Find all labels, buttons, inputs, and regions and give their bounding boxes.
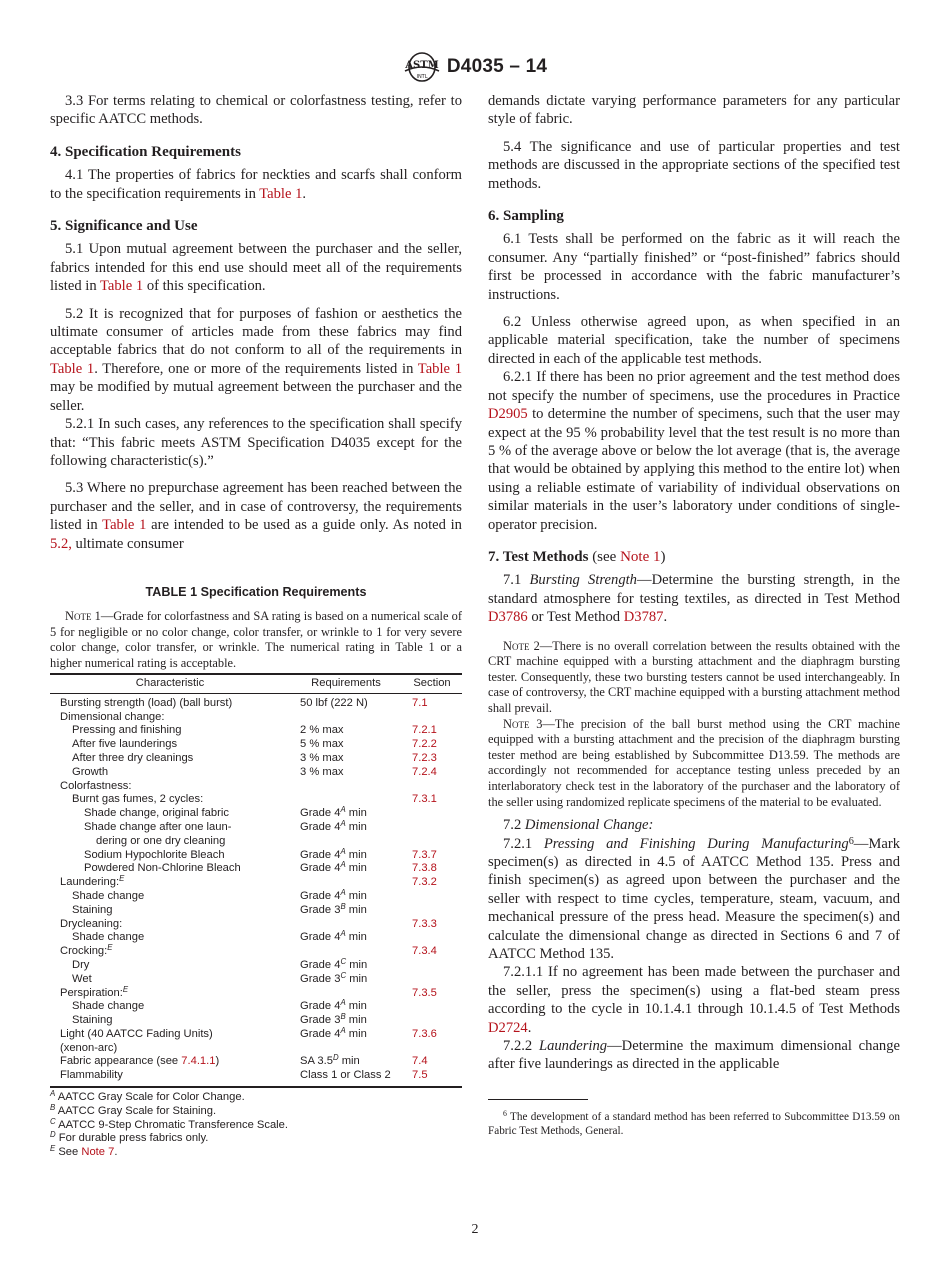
footnote-ref: A xyxy=(340,805,346,815)
table-footnote xyxy=(50,1116,462,1133)
requirement-text: min xyxy=(338,1055,360,1068)
paragraph-7-2-1 xyxy=(488,835,900,964)
characteristic-text: Shade change xyxy=(72,1000,145,1013)
cell-requirement xyxy=(290,807,402,821)
requirement-text: min xyxy=(345,889,367,902)
note-3 xyxy=(488,717,900,811)
svg-text:ASTM: ASTM xyxy=(405,60,439,71)
footnote-mark: B xyxy=(50,1102,56,1112)
paragraph-title: Laundering xyxy=(538,1037,608,1054)
cell-requirement xyxy=(290,987,402,1001)
requirement-text: Grade 4 xyxy=(300,1000,341,1013)
table-row xyxy=(50,724,462,738)
characteristic-text: ) xyxy=(215,1055,220,1068)
cell-requirement xyxy=(290,1069,402,1087)
cell-requirement xyxy=(290,1055,402,1069)
characteristic-text: Burnt gas fumes, 2 cycles: xyxy=(72,793,204,806)
cell-requirement xyxy=(290,901,402,918)
requirement-text: min xyxy=(345,848,367,861)
table-footnote xyxy=(50,1146,462,1160)
characteristic-continued: dering or one dry cleaning xyxy=(96,834,226,847)
characteristic-text: Pressing and finishing xyxy=(72,724,182,737)
footnote-text: AATCC Gray Scale for Staining. xyxy=(57,1104,217,1117)
paragraph-text: 6.2.1 If there has been no prior agreement and the test method does not specify the number of specimens, use the procedures in Practice xyxy=(488,369,900,404)
cell-requirement xyxy=(290,766,402,780)
footnote-text: The development of a standard method has been referred to Subcommittee D13.59 on Fabric Test Methods, General. xyxy=(488,1110,900,1137)
paragraph-text: . xyxy=(302,185,307,202)
requirement-text: min xyxy=(345,931,367,944)
requirement-text: min xyxy=(346,958,368,971)
requirement-text: Grade 4 xyxy=(300,807,341,820)
characteristic-text: Drycleaning: xyxy=(60,917,123,930)
cell-section-link[interactable]: 7.3.3 xyxy=(412,917,437,930)
cell-characteristic xyxy=(50,1000,290,1014)
footnote-mark: A xyxy=(50,1089,56,1099)
note-1-link[interactable]: Note 1 xyxy=(620,548,661,565)
paragraph-text: to determine the number of specimens, such that the user may expect at the 95 % probability level that the test result is no more than 5 % of the average above or below the lot average (that is, the average that would be obtained by applying this method to the entire lot) when using a reliable estimate of variability of individual observations on similar materials in the user’s laboratory under conditions of single-operator precision. xyxy=(488,406,900,533)
cell-section-link[interactable]: 7.2.1 xyxy=(412,724,437,737)
note-label: Note 2 xyxy=(503,638,540,653)
column-header-requirements: Requirements xyxy=(290,674,402,693)
cell-section-link[interactable]: 7.3.6 xyxy=(412,1027,437,1040)
paragraph-5-1 xyxy=(50,240,462,295)
requirement-text: Grade 4 xyxy=(300,958,341,971)
footnote-ref: E xyxy=(122,984,129,994)
d3787-link[interactable]: D3787 xyxy=(623,609,664,626)
cell-section-link xyxy=(402,890,462,904)
paragraph-text: . xyxy=(663,609,668,626)
svg-text:INTL: INTL xyxy=(416,74,428,80)
paragraph-number: 7.2.1 xyxy=(503,835,544,852)
specification-table xyxy=(50,673,462,1088)
section-5-2-link[interactable]: 5.2, xyxy=(50,535,72,552)
footnote-ref: C xyxy=(340,956,347,966)
cell-characteristic xyxy=(50,959,290,973)
table-footnote xyxy=(50,1132,462,1146)
requirement-text: Grade 4 xyxy=(300,931,341,944)
characteristic-text: Wet xyxy=(72,972,92,985)
footnote-ref: B xyxy=(340,901,346,911)
paragraph-5-2-1: 5.2.1 In such cases, any references to the specification shall specify that: “This fabric meets ASTM Specification D4035 except for the following characteristic(s).” xyxy=(50,416,462,469)
requirement-text: Grade 4 xyxy=(300,862,341,875)
paragraph-text: —Determine the maximum dimensional change after five launderings as directed in the applicable xyxy=(488,1037,900,1073)
cell-section-link xyxy=(402,711,462,725)
characteristic-text: Perspiration: xyxy=(60,986,123,999)
cell-characteristic xyxy=(50,1069,290,1087)
heading-text: (see xyxy=(588,548,621,565)
cell-requirement xyxy=(290,693,402,710)
cell-requirement xyxy=(290,738,402,752)
section-link[interactable]: 7.4.1.1 xyxy=(181,1055,216,1068)
cell-requirement xyxy=(290,1014,402,1028)
cell-characteristic xyxy=(50,693,290,710)
characteristic-text: Shade change xyxy=(72,889,145,902)
requirement-text: min xyxy=(345,1027,367,1040)
footnote-ref: E xyxy=(107,943,113,953)
cell-characteristic xyxy=(50,793,290,807)
requirement-text: min xyxy=(345,862,367,875)
cell-requirement xyxy=(290,876,402,890)
paragraph-5-4: 5.4 The significance and use of particular properties and test methods are discussed in the appropriate sections of the specified test methods. xyxy=(488,138,900,192)
cell-section-link[interactable]: 7.2.4 xyxy=(412,765,437,778)
characteristic-continued: (xenon-arc) xyxy=(60,1041,118,1054)
requirement-text: Grade 3 xyxy=(300,1014,341,1027)
requirement-text: Grade 4 xyxy=(300,889,341,902)
paragraph-5-3 xyxy=(50,479,462,553)
table-row xyxy=(50,752,462,766)
cell-characteristic xyxy=(50,1028,290,1056)
table-row xyxy=(50,793,462,807)
cell-characteristic xyxy=(50,876,290,890)
cell-section-link[interactable]: 7.2.3 xyxy=(412,751,437,764)
cell-characteristic xyxy=(50,711,290,725)
table-header-row xyxy=(50,674,462,693)
paragraph-7-2 xyxy=(488,816,900,834)
footnote-ref: D xyxy=(332,1053,339,1063)
characteristic-text: Shade change after one laun- xyxy=(84,820,232,833)
cell-section-link xyxy=(402,931,462,945)
requirement-text: 2 % max xyxy=(300,724,344,737)
cell-characteristic xyxy=(50,890,290,904)
cell-section-link xyxy=(402,973,462,987)
cell-characteristic xyxy=(50,724,290,738)
paragraph-text: —Mark specimen(s) as directed in 4.5 of AATCC Method 135. Press and finish specimen(s) as agreed upon between the purchaser and the seller with respect to time cycles, temperature, steam, vacuum, and mechanical pressure of the press head. Measure the specimen(s) and calculate the dimensional change as directed in Sections 6 and 7 of AATCC Method 135. xyxy=(488,835,901,962)
table-row xyxy=(50,862,462,876)
cell-characteristic xyxy=(50,945,290,959)
characteristic-text: Growth xyxy=(72,765,109,778)
paragraph-7-2-2 xyxy=(488,1037,900,1074)
table-title: TABLE 1 Specification Requirements xyxy=(145,584,367,599)
footnote-ref: A xyxy=(340,929,346,939)
table-row xyxy=(50,945,462,959)
paragraph-text: of this specification. xyxy=(143,278,266,295)
cell-requirement xyxy=(290,724,402,738)
requirement-text: Grade 3 xyxy=(300,903,341,916)
requirement-text: min xyxy=(346,972,368,985)
footnote-text: For durable press fabrics only. xyxy=(58,1132,209,1145)
footnote-mark: D xyxy=(50,1130,56,1140)
d2905-link[interactable]: D2905 xyxy=(488,406,528,423)
footnote-divider xyxy=(488,1099,588,1100)
cell-characteristic xyxy=(50,984,290,1001)
cell-section-link[interactable]: 7.3.2 xyxy=(412,876,437,889)
characteristic-text: Light (40 AATCC Fading Units) xyxy=(60,1027,213,1040)
footnote-ref: A xyxy=(340,887,346,897)
cell-section-link[interactable]: 7.2.2 xyxy=(412,738,437,751)
table-row xyxy=(50,693,462,710)
characteristic-text: Bursting strength (load) (ball burst) xyxy=(60,696,233,709)
table-row xyxy=(50,890,462,904)
paragraph-text: 5.1 Upon mutual agreement between the purchaser and the seller, fabrics intended for this end use should meet all of the requirements listed in xyxy=(50,241,462,295)
requirement-text: 5 % max xyxy=(300,738,344,751)
table-row xyxy=(50,959,462,973)
footnote-ref: A xyxy=(340,860,346,870)
cell-section-link[interactable]: 7.1 xyxy=(412,696,428,709)
requirement-text: 50 lbf (222 N) xyxy=(300,696,368,709)
cell-characteristic xyxy=(50,821,290,849)
characteristic-text: Sodium Hypochlorite Bleach xyxy=(84,848,225,861)
table-1-link[interactable]: Table 1 xyxy=(102,517,147,534)
column-header-characteristic: Characteristic xyxy=(50,674,290,693)
characteristic-text: Dry xyxy=(72,958,90,971)
section-heading-5: 5. Significance and Use xyxy=(50,218,198,235)
d2724-link[interactable]: D2724 xyxy=(488,1019,528,1036)
requirement-text: min xyxy=(345,1000,367,1013)
table-row xyxy=(50,973,462,987)
characteristic-text: Shade change, original fabric xyxy=(84,807,229,820)
footnote-mark: C xyxy=(50,1116,56,1126)
paragraph-text: 5.2 It is recognized that for purposes of fashion or aesthetics the ultimate consumer of articles made from these fabrics may find acceptable fabrics that do not conform to all of the requirements in xyxy=(50,305,462,359)
characteristic-text: Colorfastness: xyxy=(60,779,132,792)
document-id: D4035 – 14 xyxy=(446,56,548,77)
cell-requirement xyxy=(290,793,402,807)
table-1-link[interactable]: Table 1 xyxy=(259,185,303,202)
cell-characteristic xyxy=(50,1014,290,1028)
cell-requirement xyxy=(290,1000,402,1014)
paragraph-text: . xyxy=(527,1019,532,1036)
table-row xyxy=(50,780,462,794)
cell-section-link[interactable]: 7.3.5 xyxy=(412,986,437,999)
cell-section-link xyxy=(402,807,462,821)
cell-requirement xyxy=(290,931,402,945)
cell-section-link[interactable]: 7.3.1 xyxy=(412,793,437,806)
heading-text: ) xyxy=(660,548,666,565)
note-text: —Grade for colorfastness and SA rating is based on a numerical scale of 5 for negligible or no color change, color transfer, or wrinkle to 1 for very severe color change, color transfer, or wrinkle. The numerical rating in Table 1 or a higher numerical rating is acceptable. xyxy=(50,609,462,670)
cell-section-link[interactable]: 7.5 xyxy=(402,1069,462,1087)
cell-section-link xyxy=(402,780,462,794)
footnote-mark: 6 xyxy=(503,1108,507,1118)
paragraph-5-2 xyxy=(50,305,462,415)
cell-section-link[interactable]: 7.3.7 xyxy=(412,848,437,861)
cell-section-link xyxy=(402,821,462,849)
cell-characteristic xyxy=(50,738,290,752)
paragraph-title: Dimensional Change: xyxy=(524,817,654,834)
table-row xyxy=(50,807,462,821)
table-footnote xyxy=(50,1102,462,1119)
requirement-text: min xyxy=(345,1014,367,1027)
requirement-text: min xyxy=(345,807,367,820)
paragraph-text: 5.3 Where no prepurchase agreement has been reached between the purchaser and the seller, and in case of controversy, the requirements listed in xyxy=(50,480,462,534)
requirement-text: min xyxy=(345,820,367,833)
cell-characteristic xyxy=(50,807,290,821)
right-column xyxy=(488,92,900,1138)
cell-requirement xyxy=(290,711,402,725)
section-heading-4: 4. Specification Requirements xyxy=(50,143,241,160)
table-footnotes xyxy=(50,1091,462,1160)
cell-section-link[interactable]: 7.4 xyxy=(412,1055,428,1068)
requirement-text: min xyxy=(345,903,367,916)
note-label: Note 3 xyxy=(503,716,543,731)
cell-characteristic xyxy=(50,904,290,918)
table-1-link[interactable]: Table 1 xyxy=(100,278,144,295)
cell-requirement xyxy=(290,846,402,863)
requirement-text: Grade 4 xyxy=(300,820,341,833)
cell-requirement xyxy=(290,818,402,849)
heading-text: 7. Test Methods xyxy=(488,548,589,565)
cell-requirement xyxy=(290,970,402,987)
cell-requirement xyxy=(290,918,402,932)
section-heading-6: 6. Sampling xyxy=(488,208,564,225)
table-row xyxy=(50,904,462,918)
paragraph-text: may be modified by mutual agreement between the purchaser and the seller. xyxy=(50,379,462,414)
paragraph-4-1 xyxy=(50,166,462,203)
note-text: —The precision of the ball burst method using the CRT machine equipped with a bursting attachment and the precision of the diaphragm bursting tester method are being established by Subcommittee D13.59. The methods are accordingly not recommended for acceptance testing unless preceded by an interlaboratory check test in the laboratory of the purchaser and the laboratory of the seller using randomized replicate specimens of the material to be evaluated. xyxy=(488,716,900,809)
requirement-text: 3 % max xyxy=(300,765,344,778)
paragraph-text: are intended to be used as a guide only. As noted in xyxy=(146,517,462,534)
paragraph-title: Bursting Strength xyxy=(529,572,637,589)
table-row xyxy=(50,738,462,752)
paragraph-6-1: 6.1 Tests shall be performed on the fabric as it will reach the consumer. Any “partially finished” or “post-finished” fabrics should first be processed in accordance with the fabric manufacturer’s instructions. xyxy=(488,231,900,303)
table-row xyxy=(50,1014,462,1028)
cell-characteristic xyxy=(50,752,290,766)
table-row xyxy=(50,821,462,849)
paragraph-7-1 xyxy=(488,571,900,626)
cell-characteristic xyxy=(50,862,290,876)
paragraph-text: . Therefore, one or more of the requirements listed in xyxy=(94,360,418,377)
characteristic-text: After three dry cleanings xyxy=(72,751,194,764)
footnote-6 xyxy=(488,1110,900,1138)
paragraph-6-2: 6.2 Unless otherwise agreed upon, as when specified in an applicable material specification, take the number of specimens directed in each of the applicable test methods. xyxy=(488,314,900,367)
table-row xyxy=(50,918,462,932)
left-column xyxy=(50,92,462,1160)
table-row xyxy=(50,1055,462,1069)
table-1-link[interactable]: Table 1 xyxy=(50,360,95,377)
footnote-ref: E xyxy=(119,874,125,884)
paragraph-text: 4.1 The properties of fabrics for neckties and scarfs shall conform to the specification requirements in xyxy=(50,167,462,202)
footnote-ref: A xyxy=(340,846,346,856)
table-row xyxy=(50,1069,462,1087)
column-header-section: Section xyxy=(402,674,462,693)
footnote-text: . xyxy=(114,1146,118,1159)
paragraph-title: Pressing and Finishing During Manufacturing xyxy=(543,835,849,852)
characteristic-text: Fabric appearance (see xyxy=(60,1055,182,1068)
footnote-ref: A xyxy=(340,1025,346,1035)
characteristic-text: Shade change xyxy=(72,931,145,944)
cell-requirement xyxy=(290,752,402,766)
d3786-link[interactable]: D3786 xyxy=(488,609,528,626)
table-row xyxy=(50,766,462,780)
note-7-link[interactable]: Note 7 xyxy=(81,1146,115,1159)
requirement-text: SA 3.5 xyxy=(300,1055,333,1068)
footnote-text: AATCC 9-Step Chromatic Transference Scale. xyxy=(58,1118,289,1131)
requirement-text: 3 % max xyxy=(300,751,344,764)
cell-section-link xyxy=(402,1000,462,1014)
cell-requirement xyxy=(290,780,402,794)
characteristic-text: Dimensional change: xyxy=(60,710,165,723)
cell-characteristic xyxy=(50,1055,290,1069)
footnote-ref: C xyxy=(340,970,347,980)
footnote-ref-6[interactable]: 6 xyxy=(848,835,854,847)
paragraph-6-2-1 xyxy=(488,368,900,534)
cell-requirement xyxy=(290,1025,402,1056)
footnote-text: AATCC Gray Scale for Color Change. xyxy=(57,1091,245,1104)
cell-section-link xyxy=(402,1014,462,1028)
cell-characteristic xyxy=(50,918,290,932)
cell-characteristic xyxy=(50,849,290,863)
characteristic-text: After five launderings xyxy=(72,738,178,751)
section-heading-7 xyxy=(488,548,900,566)
paragraph-number: 7.2 xyxy=(503,817,525,834)
table-row xyxy=(50,711,462,725)
requirement-text: Grade 3 xyxy=(300,972,341,985)
cell-section-link[interactable]: 7.3.8 xyxy=(412,862,437,875)
characteristic-text: Staining xyxy=(72,903,113,916)
footnote-text: See xyxy=(58,1146,82,1159)
paragraph-text: —Determine the bursting strength, in the standard atmosphere for testing textiles, as directed in Test Method xyxy=(488,572,900,607)
table-row xyxy=(50,849,462,863)
characteristic-text: Staining xyxy=(72,1014,113,1027)
table-row xyxy=(50,1000,462,1014)
characteristic-text: Flammability xyxy=(60,1069,123,1082)
paragraph-number: 7.2.2 xyxy=(503,1037,539,1054)
characteristic-text: Crocking: xyxy=(60,945,108,958)
requirement-text: Grade 4 xyxy=(300,1027,341,1040)
cell-characteristic xyxy=(50,973,290,987)
paragraph-text: ultimate consumer xyxy=(71,535,184,552)
footnote-ref: A xyxy=(340,818,346,828)
footnote-mark: E xyxy=(50,1144,56,1154)
paragraph-number: 7.1 xyxy=(503,572,530,589)
note-text: —There is no overall correlation between the results obtained with the CRT machine equipped with a bursting attachment and the diaphragm bursting tester. Consequently, these two bursting testers cannot be used interchangeably. In case of controversy, the CRT machine equipped with a bursting attachment method shall prevail. xyxy=(488,638,900,715)
characteristic-text: Powdered Non-Chlorine Bleach xyxy=(84,862,241,875)
table-note-1 xyxy=(50,609,462,671)
page-header xyxy=(0,50,950,84)
cell-characteristic xyxy=(50,780,290,794)
footnote-ref: B xyxy=(340,1012,346,1022)
paragraph-text: or Test Method xyxy=(527,609,624,626)
table-row xyxy=(50,1028,462,1056)
paragraph-text: 7.2.1.1 If no agreement has been made between the purchaser and the seller, press the specimen(s) using a flat-bed steam press according to the cycle in 10.1.4.1 through 10.1.4.5 of Test Methods xyxy=(488,964,900,1018)
requirement-text: Grade 4 xyxy=(300,848,341,861)
cell-section-link xyxy=(402,904,462,918)
cell-requirement xyxy=(290,862,402,876)
cell-section-link xyxy=(402,959,462,973)
table-row xyxy=(50,987,462,1001)
table-body xyxy=(50,693,462,1087)
cell-characteristic xyxy=(50,766,290,780)
cell-characteristic xyxy=(50,931,290,945)
note-2 xyxy=(488,639,900,717)
table-row xyxy=(50,876,462,890)
cell-requirement xyxy=(290,887,402,904)
requirement-text: Class 1 or Class 2 xyxy=(300,1069,391,1082)
astm-logo-icon xyxy=(403,51,441,83)
note-label: Note 1 xyxy=(65,609,101,624)
cell-section-link[interactable]: 7.3.4 xyxy=(412,945,437,958)
paragraph-5-3-continued: demands dictate varying performance parameters for any particular style of fabric. xyxy=(488,93,900,128)
footnote-ref: A xyxy=(340,998,346,1008)
paragraph-3-3: 3.3 For terms relating to chemical or colorfastness testing, refer to specific AATCC methods. xyxy=(50,93,462,128)
characteristic-text: Laundering: xyxy=(60,876,120,889)
paragraph-7-2-1-1 xyxy=(488,963,900,1037)
page-number: 2 xyxy=(471,1222,479,1237)
table-1-link[interactable]: Table 1 xyxy=(417,360,462,377)
table-footnote xyxy=(50,1091,462,1105)
